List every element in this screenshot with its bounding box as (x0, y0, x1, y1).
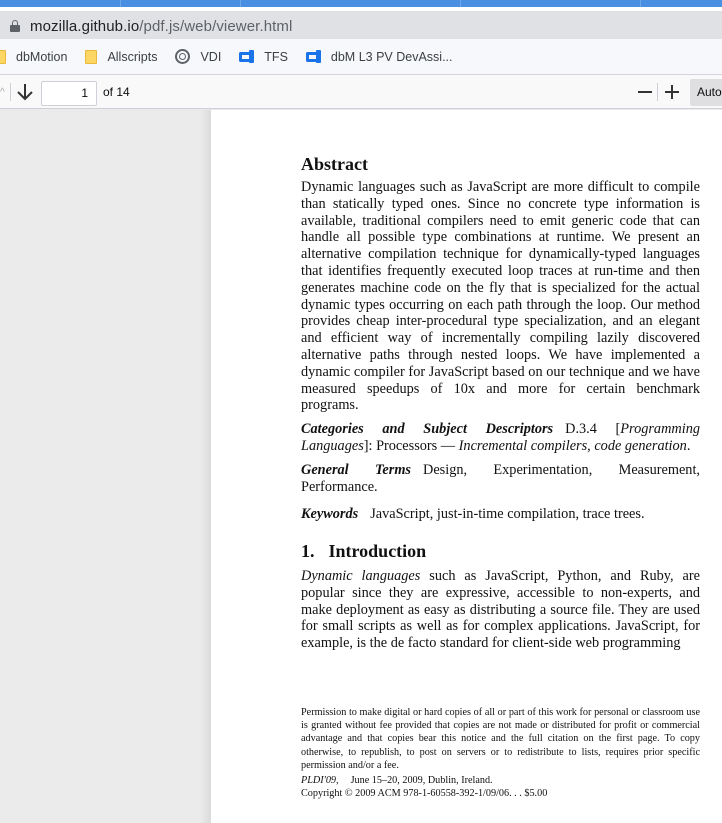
page-count-label: of 14 (103, 85, 130, 99)
introduction-body (301, 568, 700, 652)
intro-text: such as JavaScript, Python, and Ruby, are popular since they are expressive, accessible to non-experts, and make deployment as easy as distributing a source file. They are used for small scripts as well as for complex applications. JavaScript, for example, is the de facto standard for client-side web programming (301, 568, 700, 652)
bookmark-label: VDI (200, 49, 222, 64)
general-terms-text: Design, Experimentation, Measurement, Performance. (301, 462, 701, 495)
conference-name: PLDI'09, (301, 775, 339, 787)
toolbar-separator (10, 83, 11, 101)
bookmarks-bar (0, 39, 722, 75)
bookmark-tfs[interactable] (239, 50, 288, 64)
url-host: mozilla.github.io (30, 17, 140, 35)
abstract-heading: Abstract (301, 154, 368, 174)
zoom-in-button[interactable] (661, 81, 683, 103)
introduction-heading (301, 541, 426, 562)
plus-icon (661, 81, 683, 103)
bookmark-label: dbM L3 PV DevAssi... (330, 49, 453, 64)
minus-icon (635, 81, 655, 103)
azure-devops-icon (306, 50, 321, 63)
spiral-icon (175, 49, 190, 64)
arrow-down-icon (14, 81, 36, 103)
tab-divider (120, 0, 121, 7)
toolbar-separator (657, 83, 658, 101)
bookmark-vdi[interactable] (175, 49, 221, 64)
general-terms-label: General Terms (301, 462, 412, 478)
intro-lead: Dynamic languages (301, 568, 421, 584)
bookmark-label: TFS (264, 49, 288, 64)
tab-divider (460, 0, 461, 7)
lock-icon[interactable] (10, 20, 20, 32)
folder-icon (85, 50, 97, 64)
tab-divider (640, 0, 641, 7)
next-page-button[interactable] (14, 81, 36, 103)
url-text[interactable] (30, 18, 292, 35)
browser-address-area (0, 7, 722, 39)
page-number-input[interactable]: 1 (41, 81, 97, 106)
copyright-footnote (301, 706, 700, 800)
bookmark-label: dbMotion (16, 49, 68, 64)
window-top-strip (0, 0, 722, 7)
keywords-paragraph (301, 506, 700, 523)
page-shadow (200, 110, 211, 823)
conference-details: June 15–20, 2009, Dublin, Ireland. (350, 775, 493, 787)
categories-label: Categories and Subject Descriptors (301, 421, 554, 437)
categories-code: D.3.4 [ (565, 421, 621, 437)
general-terms-paragraph (301, 462, 700, 496)
section-title: Introduction (328, 541, 427, 561)
pdf-toolbar (0, 75, 722, 109)
address-bar[interactable] (0, 11, 722, 41)
url-path: /pdf.js/web/viewer.html (139, 17, 293, 35)
categories-mid: ]: Processors — (363, 437, 459, 454)
folder-icon (0, 50, 6, 64)
keywords-text: JavaScript, just-in-time compilation, trace trees. (370, 506, 645, 522)
conference-citation (301, 774, 700, 787)
categories-paragraph (301, 421, 700, 455)
categories-tail: Incremental compilers, code generation (458, 437, 687, 454)
pdf-viewer-container[interactable] (0, 110, 722, 823)
zoom-select[interactable]: Auto (690, 79, 722, 106)
bookmark-dbm-l3-pv-devassist[interactable] (306, 50, 453, 64)
bookmark-allscripts[interactable] (85, 50, 157, 64)
tab-divider (240, 0, 241, 7)
permission-notice: Permission to make digital or hard copies of all or part of this work for personal or classroom use is granted without fee provided that copies are not made or distributed for profit or commercial advantage and that copies bear this notice and the full citation on the first page. To copy otherwise, to republish, to post on servers or to redistribute to lists, requires prior specific permission and/or a fee. (301, 707, 700, 771)
pdf-page (211, 110, 722, 823)
section-number: 1. (301, 541, 315, 561)
zoom-out-button[interactable] (635, 81, 655, 103)
categories-lang: Programming Languages (301, 421, 700, 454)
bookmark-dbmotion[interactable] (0, 50, 67, 64)
abstract-body: Dynamic languages such as JavaScript are more difficult to compile than statically typed ones. Since no concrete type information is available, traditional compilers need to emit generic code that can handle all possible type combinations at runtime. We present an alternative compilation technique for dynamically-typed languages that identifies frequently executed loop traces at run-time and then generates machine code on the fly that is specialized for the actual dynamic types occurring on each path through the loop. Our method provides cheap inter-procedural type specialization, and an elegant and efficient way of incrementally compiling lazily discovered alternative paths through nested loops. We have implemented a dynamic compiler for JavaScript based on our technique and we have measured speedups of 10x and more for certain benchmark programs. (301, 179, 700, 414)
azure-devops-icon (239, 50, 254, 63)
keywords-label: Keywords (301, 506, 359, 522)
copyright-line: Copyright © 2009 ACM 978-1-60558-392-1/09/06. . . $5.00 (301, 788, 548, 800)
bookmark-label: Allscripts (107, 49, 158, 64)
categories-end: . (686, 437, 691, 454)
previous-page-button[interactable]: ^ (0, 87, 5, 98)
